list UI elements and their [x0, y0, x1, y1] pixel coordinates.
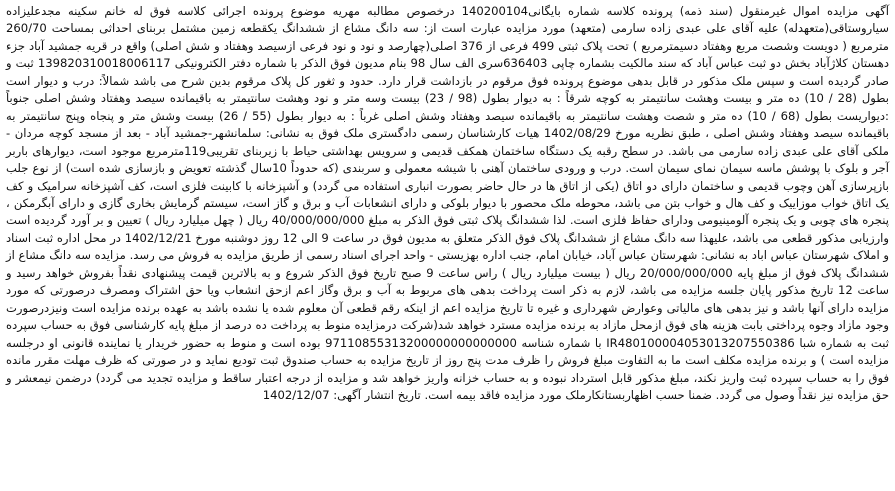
notice-body-text: آگهی مزایده اموال غیرمنقول (سند ذمه) پرونده کلاسه شماره بایگانی140200104 درخصوص مطالبه مهریه موضوع پرونده اجرائی کلاسه فوق له خانم سکینه مجدعلیزاده سیاروستاقی(متعهدله) علیه آقای علی عبدی زاده سارمی (متعهد) مورد مزایده عبارت است از: سه دانگ مشاع از ششدانگ یکقطعه زمین مشتمل بربنای احداثی بمساحت 260/70 مترمربع ( دویست وشصت مربع وهفتاد دسیمترمربع ) تحت پلاک ثبتی 499 فرعی از 376 اصلی(چهارصد و نود و نود فرعی ازسیصد وهفتاد و شش اصلی) واقع در قریه جمشید آباد جزء دهستان کلاژآباد بخش دو ثبت عباس آباد که سند مالکیت بشماره چاپی 636403سری الف سال 98 بنام مدیون فوق الذکر با شماره دفتر الکترونیکی 139820310018006117 ثبت و صادر گردیده است و سپس ملک مذکور در قابل بدهی موضوع پرونده فوق مرقوم در بازداشت قرار دارد. حدود و ثغور کل پلاک مرقوم بدین شرح می باشد شمالاً: درب و دیوار است بطول (28 / 10) ده متر و بیست وهشت سانتیمتر به کوچه شرقاً : به دیوار بطول (98 / 23) بیست وسه متر و نود وهشت سانتیمتر به باقیمانده سیصد وهفتاد وشش اصلی جنوباً :دیواریست بطول (68 / 10) ده متر و شصت وهشت سانتیمتر به باقیمانده سیصد وهفتاد وشش اصلی غرباً : به دیوار بطول (55 / 26) بیست وشش متر و پنجاه وپنج سانتیمتر به باقیمانده سیصد وهفتاد وشش اصلی ، طبق نظریه مورخ 1402/08/29 هیات کارشناسان رسمی دادگستری ملک فوق به نشانی: سلمانشهر-جمشید آباد - بعد از مسجد کوچه مردان - ملکی آقای علی عبدی زاده سارمی می باشد. در سطح رقبه یک دستگاه ساختمان همکف قدیمی و سرویس بهداشتی حیاط با زیربنای تقریبی119مترمربع موجود است، دیوارهای باربر آجر و بلوک با پوشش ماسه سیمان نمای سیمان است. درب و ورودی ساختمان آهنی با شیشه معمولی و سربندی (که حدوداً 10سال گذشته تعویض و بازسازی شده است) از نوع جلب بازپرسازی آهن وچوب قدیمی و ساختمان دارای دو اتاق (یکی از اتاق ها در حال حاضر بصورت انباری استفاده می گردد) و آشپزخانه با کابینت فلزی است، کف آشپزخانه سرامیک و کف یک اتاق خواب موزاییک و کف هال و خواب بتن می باشد، محوطه ملک محصور با دیوار بلوکی و دارای انشعابات آب و برق و گاز است، سیستم گرمایش بخاری گازی و دارای آبگرمکن ، پنجره های چوبی و یک پنجره آلومینیومی ودارای حفاظ فلزی است. لذا ششدانگ پلاک ثبتی فوق الذکر به مبلغ 40/000/000/000 ریال ( چهل میلیارد ریال ) تعیین و بر آورد گردیده است وارزیابی مذکور قطعی می باشد، علیهذا سه دانگ مشاع از ششدانگ پلاک فوق الذکر متعلق به مدیون فوق در ساعت 9 الی 12 روز دوشنبه مورخ 1402/12/21 در محل اداره ثبت اسناد و املاک شهرستان عباس اباد به نشانی: شهرستان عباس آباد، خیابان امام، جنب اداره بهزیستی - واحد اجرای اسناد رسمی از طریق مزایده به فروش می رسد. مزایده سه دانگ مشاع از ششدانگ پلاک فوق از مبلغ پایه 20/000/000/000 ریال ( بیست میلیارد ریال ) راس ساعت 9 صبح تاریخ فوق الذکر شروع و به بالاترین قیمت پیشنهادی نقداً بفروش خواهد رسید و ساعت 12 تاریخ مذکور پایان جلسه مزایده می باشد، لازم به ذکر است پرداخت بدهی های مربوط به آب و برق وگاز اعم ازحق انشعاب ویا حق اشتراک ومصرف درصورتی که مورد مزایده دارای آنها باشد و نیز بدهی های مالیاتی وعوارض شهرداری و غیره تا تاریخ مزایده اعم از اینکه رقم قطعی آن معلوم شده یا نشده باشد به عهده برنده مزایده است ونیزدرصورت وجود مازاد وجوه پرداختی بابت هزینه های فوق ازمحل مازاد به برنده مزایده مسترد خواهد شد(شرکت درمزایده منوط به پرداخت ده درصد از مبلغ پایه کارشناسی فوق به حساب سپرده ثبت به شماره شبا IR480100004053013207550386 با شماره شناسه 97110855313200000000000000 بوده است و منوط به حضور خریدار یا نماینده قانونی او درجلسه مزایده است ) و برنده مزایده مکلف است ما به التفاوت مبلغ فروش را ظرف مدت پنج روز از تاریخ مزایده به حساب صندوق ثبت تودیع نماید و در صورتی که ظرف مهلت مقرر مانده فوق را به حساب سپرده ثبت واریز نکند، مبلغ مذکور قابل استرداد نبوده و به حساب خزانه واریز خواهد شد و مزایده از درجه اعتبار ساقط و مزایده تجدید می گردد) درضمن نیمعشر و حق مزایده نیز نقداً وصول می گردد. ضمنا حسب اظهاربستانکارملک مورد مزایده فاقد بیمه است. تاریخ انتشار آگهی: 1402/12/07 — [6, 4, 890, 402]
